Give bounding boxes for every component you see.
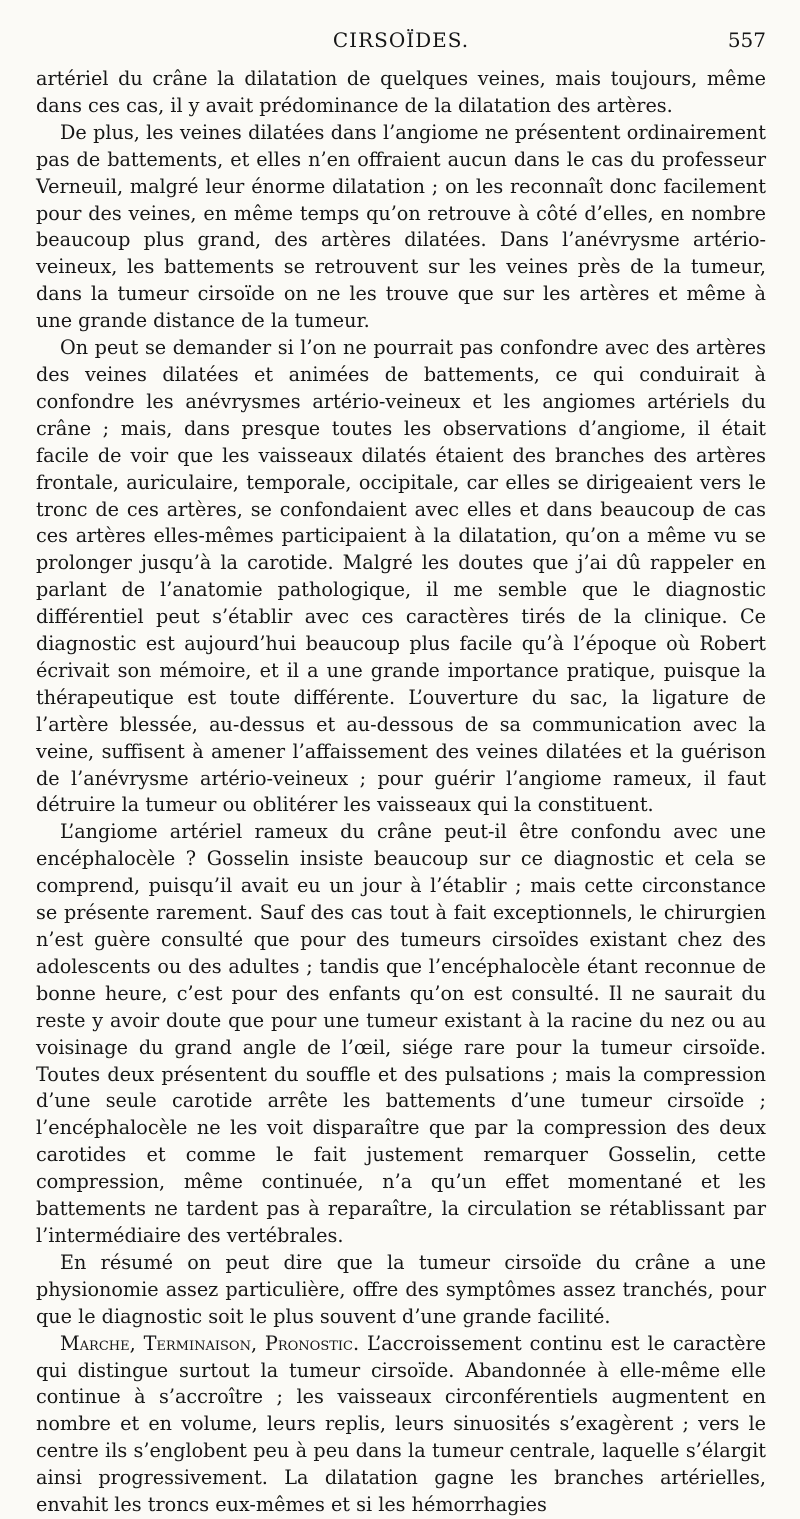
paragraph-4: L’angiome artériel rameux du crâne peut-il être confondu avec une encéphalocèle ? Gosselin insiste beaucoup sur ce diagnostic et cela se comprend, puisqu’il avait eu un jour à l’établir ; mais cette circonstance se présente rarement. Sauf des cas tout à fait exceptionnels, le chirurgien n’est guère consulté que pour des tumeurs cirsoïdes existant chez des adolescents ou des adultes ; tandis que l’encéphalocèle étant reconnue de bonne heure, c’est pour des enfants qu’on est consulté. Il ne saurait du reste y avoir doute que pour une tumeur existant à la racine du nez ou au voisinage du grand angle de l’œil, siége rare pour la tumeur cirsoïde. Toutes deux présentent du souffle et des pulsations ; mais la compression d’une seule carotide arrête les battements d’une tumeur cirsoïde ; l’encéphalocèle ne les voit disparaître que par la compression des deux carotides et comme le fait justement remarquer Gosselin, cette compression, même continuée, n’a qu’un effet momentané et les battements ne tardent pas à reparaître, la circulation se rétablissant par l’intermédiaire des vertébrales. [36,820,766,1247]
paragraph-2: De plus, les veines dilatées dans l’angiome ne présentent ordinairement pas de battements, et elles n’en offraient aucun dans le cas du professeur Verneuil, malgré leur énorme dilatation ; on les reconnaît donc facilement pour des veines, en même temps qu’on retrouve à côté d’elles, en nombre beaucoup plus grand, des artères dilatées. Dans l’anévrysme artério-veineux, les battements se retrouvent sur les veines près de la tumeur, dans la tumeur cirsoïde on ne les trouve que sur les artères et même à une grande distance de la tumeur. [36,120,766,333]
paragraph-3: On peut se demander si l’on ne pourrait pas confondre avec des artères des veines dilatées et animées de battements, ce qui conduirait à confondre les anévrysmes artério-veineux et les angiomes artériels du crâne ; mais, dans presque toutes les observations d’angiome, il était facile de voir que les vaisseaux dilatés étaient des branches des artères frontale, auriculaire, temporale, occipitale, car elles se dirigeaient vers le tronc de ces artères, se confondaient avec elles et dans beaucoup de cas ces artères elles-mêmes participaient à la dilatation, qu’on a même vu se prolonger jusqu’à la carotide. Malgré les doutes que j’ai dû rappeler en parlant de l’anatomie pathologique, il me semble que le diagnostic différentiel peut s’établir avec ces caractères tirés de la clinique. Ce diagnostic est aujourd’hui beaucoup plus facile qu’à l’époque où Robert écrivait son mémoire, et il a une grande importance pratique, puisque la thérapeutique est toute différente. L’ouverture du sac, la ligature de l’artère blessée, au-dessus et au-dessous de sa communication avec la veine, suffisent à amener l’affaissement des veines dilatées et la guérison de l’anévrysme artério-veineux ; pour guérir l’angiome rameux, il faut détruire la tumeur ou oblitérer les vaisseaux qui la constituent. [36,336,766,817]
paragraph-5: En résumé on peut dire que la tumeur cirsoïde du crâne a une physionomie assez particulière, offre des symptômes assez tranchés, pour que le diagnostic soit le plus souvent d’une grande facilité. [36,1250,766,1328]
body-text [36,66,766,1519]
page-number: 557 [727,28,766,52]
section-text: L’accroissement continu est le caractère qui distingue surtout la tumeur cirsoïde. Abandonnée à elle-même elle continue à s’accroître ; les vaisseaux circonférentiels augmentent en nombre et en volume, leurs replis, leurs sinuosités s’exagèrent ; vers le centre ils s’englobent peu à peu dans la tumeur centrale, laquelle s’élargit ainsi progressivement. La dilatation gagne les branches artérielles, envahit les troncs eux-mêmes et si les hémorrhagies [36,1331,767,1517]
running-title: CIRSOÏDES. [332,28,470,52]
paragraph-1: artériel du crâne la dilatation de quelques veines, mais toujours, même dans ces cas, il y avait prédominance de la dilatation des artères. [36,67,766,117]
page-header [36,28,766,60]
section-heading: Marche, Terminaison, Pronostic. [60,1331,360,1355]
paragraph-6 [36,1331,766,1519]
